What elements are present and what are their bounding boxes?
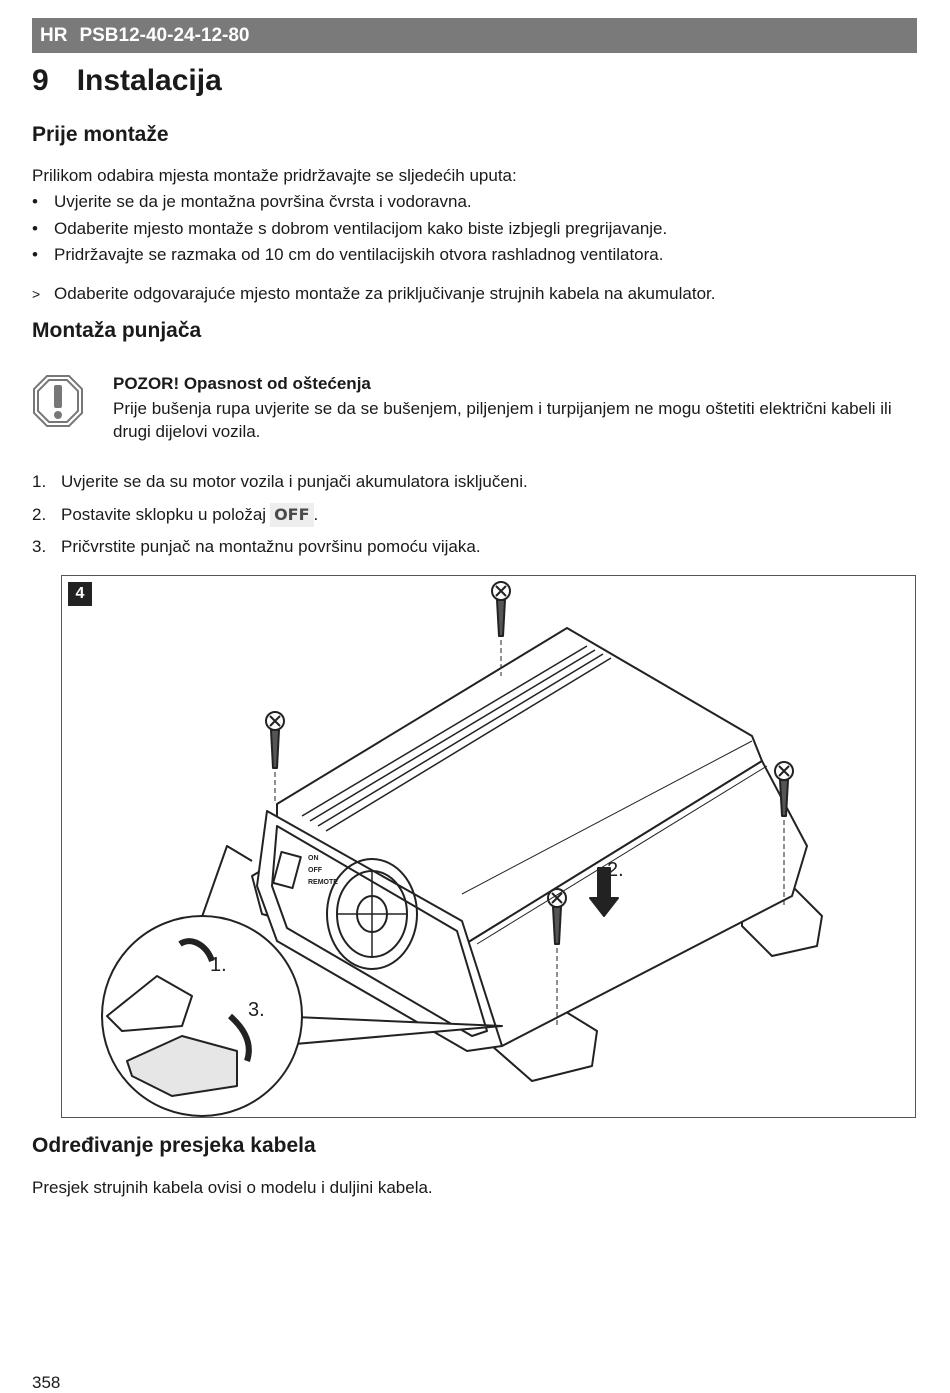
bullet-list <box>32 190 667 270</box>
section-text: Presjek strujnih kabela ovisi o modelu i duljini kabela. <box>32 1178 433 1197</box>
installation-figure <box>61 575 916 1118</box>
list-item: 2. Postavite sklopku u položaj OFF . <box>32 503 528 536</box>
switch-label-off: OFF <box>308 867 322 874</box>
section-title-before-mounting: Prije montaže <box>32 123 169 146</box>
page-header <box>32 18 917 53</box>
warning-title: POZOR! Opasnost od oštećenja <box>113 374 371 393</box>
list-item: 3. Pričvrstite punjač na montažnu površinu pomoću vijaka. <box>32 537 481 556</box>
switch-label-on: ON <box>308 855 319 862</box>
section-title-charger-mounting: Montaža punjača <box>32 319 202 342</box>
action-instruction: > Odaberite odgovarajuće mjesto montaže za priključivanje strujnih kabela na akumulator. <box>32 282 715 306</box>
screw-icon <box>492 582 510 676</box>
figure-label-step1: 1. <box>210 954 227 976</box>
figure-number: 4 <box>68 582 92 606</box>
warning-exclamation-icon <box>32 374 84 428</box>
section-intro: Prilikom odabira mjesta montaže pridržavajte se sljedećih uputa: <box>32 166 517 185</box>
action-arrow-icon: > <box>32 286 41 302</box>
list-item: • Uvjerite se da je montažna površina čvrsta i vodoravna. <box>32 192 472 211</box>
warning-text: Prije bušenja rupa uvjerite se da se bušenjem, piljenjem i turpijanjem ne mogu oštetiti električni kabeli ili drugi dijelovi vozila. <box>113 399 892 441</box>
step-list <box>32 470 528 568</box>
list-item: • Pridržavajte se razmaka od 10 cm do ventilacijskih otvora rashladnog ventilatora. <box>32 245 664 264</box>
switch-position-tag: OFF <box>270 503 313 527</box>
list-item: 1. Uvjerite se da su motor vozila i punjači akumulatora isključeni. <box>32 472 528 491</box>
section-title-cable-cross-section: Određivanje presjeka kabela <box>32 1134 316 1157</box>
chapter-number: 9 <box>32 64 49 97</box>
switch-label-remote: REMOTE <box>308 879 338 886</box>
figure-label-step2: 2. <box>607 859 624 881</box>
chapter-title: Instalacija <box>76 64 222 97</box>
figure-label-step3: 3. <box>248 999 265 1021</box>
page-number: 358 <box>32 1373 61 1392</box>
model-number: PSB12-40-24-12-80 <box>79 24 250 46</box>
language-code: HR <box>40 24 68 46</box>
chapter-heading <box>32 64 222 98</box>
screw-icon <box>266 712 284 801</box>
charger-mounting-illustration <box>62 576 915 1117</box>
list-item: • Odaberite mjesto montaže s dobrom ventilacijom kako biste izbjegli pregrijavanje. <box>32 218 668 238</box>
